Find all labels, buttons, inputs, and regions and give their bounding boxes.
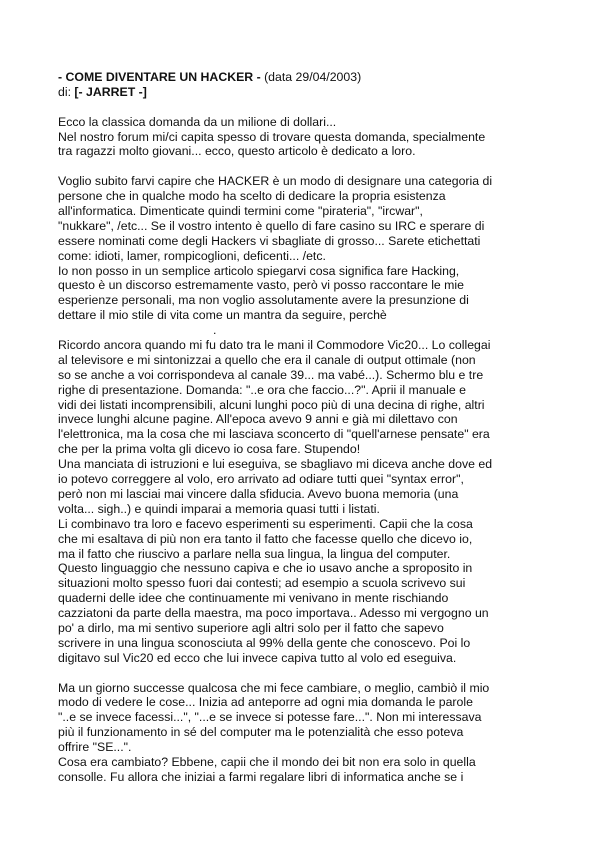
- text-line: vidi dei listati incomprensibili, alcuni lunghi poco più di una decina di righe, altri: [58, 397, 485, 412]
- article-byline: [58, 85, 578, 100]
- author-name: [- JARRET -]: [74, 84, 147, 99]
- stray-dot: .: [213, 323, 217, 338]
- text-line: come: idioti, lamer, rompicoglioni, deficenti... /etc.: [58, 248, 326, 263]
- text-line: che per la prima volta gli dicevo io cosa fare. Stupendo!: [58, 442, 361, 457]
- text-line: so se anche a voi corrispondeva al canale 39... ma vabé...). Schermo blu e tre: [58, 367, 484, 382]
- article-heading: [58, 70, 578, 85]
- text-line: digitavo sul Vic20 ed ecco che lui invece capiva tutto al volo ed eseguiva.: [58, 650, 457, 665]
- article-title: - COME DIVENTARE UN HACKER -: [58, 70, 261, 84]
- text-line: essere nominati come degli Hackers vi sbagliate di grosso... Sarete etichettati: [58, 233, 481, 248]
- text-line: tra ragazzi molto giovani... ecco, questo articolo è dedicato a loro.: [58, 144, 416, 159]
- text-line: Ecco la classica domanda da un milione di dollari...: [58, 114, 337, 129]
- text-line: Voglio subito farvi capire che HACKER è un modo di designare una categoria di: [58, 174, 493, 189]
- article-body: [58, 70, 578, 785]
- text-line: Io non posso in un semplice articolo spiegarvi cosa significa fare Hacking,: [58, 263, 460, 278]
- paragraph-2: [58, 338, 578, 666]
- text-line: all'informatica. Dimenticate quindi termini come "pirateria", "ircwar",: [58, 204, 423, 219]
- author-prefix: di:: [58, 84, 75, 99]
- text-line: po' a dirlo, ma mi sentivo superiore agli altri solo per il fatto che sapevo: [58, 620, 444, 635]
- paragraph-3: [58, 681, 578, 785]
- text-line: consolle. Fu allora che iniziai a farmi regalare libri di informatica anche se i: [58, 769, 464, 784]
- text-line: "nukkare", /etc... Se il vostro intento è quello di fare casino su IRC e sperare di: [58, 218, 485, 233]
- blank-line: [58, 159, 578, 174]
- blank-line: [58, 666, 578, 681]
- text-line: offrire "SE...".: [58, 740, 132, 755]
- text-line: Ma un giorno successe qualcosa che mi fece cambiare, o meglio, cambiò il mio: [58, 680, 490, 695]
- text-line: però non mi lasciai mai vincere dalla sfiducia. Avevo buona memoria (una: [58, 486, 459, 501]
- text-line: questo è un discorso estremamente vasto, però vi posso raccontare le mie: [58, 278, 465, 293]
- text-line: più il funzionamento in sé del computer ma le potenzialità che esso poteva: [58, 725, 464, 740]
- text-line: cazziatoni da parte della maestra, ma poco importava.. Adesso mi vergogno un: [58, 606, 489, 621]
- paragraph-intro: [58, 115, 578, 160]
- article-date: (data 29/04/2003): [260, 70, 362, 84]
- text-line: Ricordo ancora quando mi fu dato tra le mani il Commodore Vic20... Lo collegai: [58, 338, 491, 353]
- text-line: Cosa era cambiato? Ebbene, capii che il mondo dei bit non era solo in quella: [58, 754, 476, 769]
- text-line: righe di presentazione. Domanda: "..e ora che faccio...?". Aprii il manuale e: [58, 382, 466, 397]
- blank-line: [58, 100, 578, 115]
- text-line: esperienze personali, ma non voglio assolutamente avere la presunzione di: [58, 293, 469, 308]
- text-line: scrivere in una lingua sconosciuta al 99% della gente che conoscevo. Poi lo: [58, 635, 471, 650]
- text-line: "..e se invece facessi...", "...e se invece si potesse fare...". Non mi interessava: [58, 710, 482, 725]
- text-line: volta... sigh..) e quindi imparai a memoria quasi tutti i listati.: [58, 501, 380, 516]
- text-line: io potevo correggere al volo, ero arrivato ad odiare tutti quei "syntax error",: [58, 472, 464, 487]
- text-line: persone che in qualche modo ha scelto di dedicare la propria esistenza: [58, 189, 446, 204]
- paragraph-1: [58, 174, 578, 338]
- text-line: Una manciata di istruzioni e lui eseguiva, se sbagliavo mi diceva anche dove ed: [58, 457, 493, 472]
- text-line: dettare il mio stile di vita come un mantra da seguire, perchè: [58, 308, 387, 323]
- text-line: Li combinavo tra loro e facevo esperimenti su esperimenti. Capii che la cosa: [58, 516, 473, 531]
- text-line: quaderni delle idee che continuamente mi venivano in mente rischiando: [58, 591, 449, 606]
- text-line: l'elettronica, ma la cosa che mi lasciava sconcerto di "quell'arnese pensate" era: [58, 427, 490, 442]
- text-line: al televisore e mi sintonizzai a quello che era il canale di output ottimale (non: [58, 352, 476, 367]
- text-line: ma il fatto che riuscivo a parlare nella sua lingua, la lingua del computer.: [58, 546, 451, 561]
- text-line: modo di vedere le cose... Inizia ad anteporre ad ogni mia domanda le parole: [58, 695, 473, 710]
- text-line: invece lunghi alcune pagine. All'epoca avevo 9 anni e già mi dilettavo con: [58, 412, 458, 427]
- text-line: situazioni molto spesso fuori dai contesti; ad esempio a scuola scrivevo sui: [58, 576, 466, 591]
- text-line: Nel nostro forum mi/ci capita spesso di trovare questa domanda, specialmente: [58, 129, 486, 144]
- text-line: Questo linguaggio che nessuno capiva e che io usavo anche a sproposito in: [58, 561, 473, 576]
- text-line: che mi esaltava di più non era tanto il fatto che facesse quello che dicevo io,: [58, 531, 473, 546]
